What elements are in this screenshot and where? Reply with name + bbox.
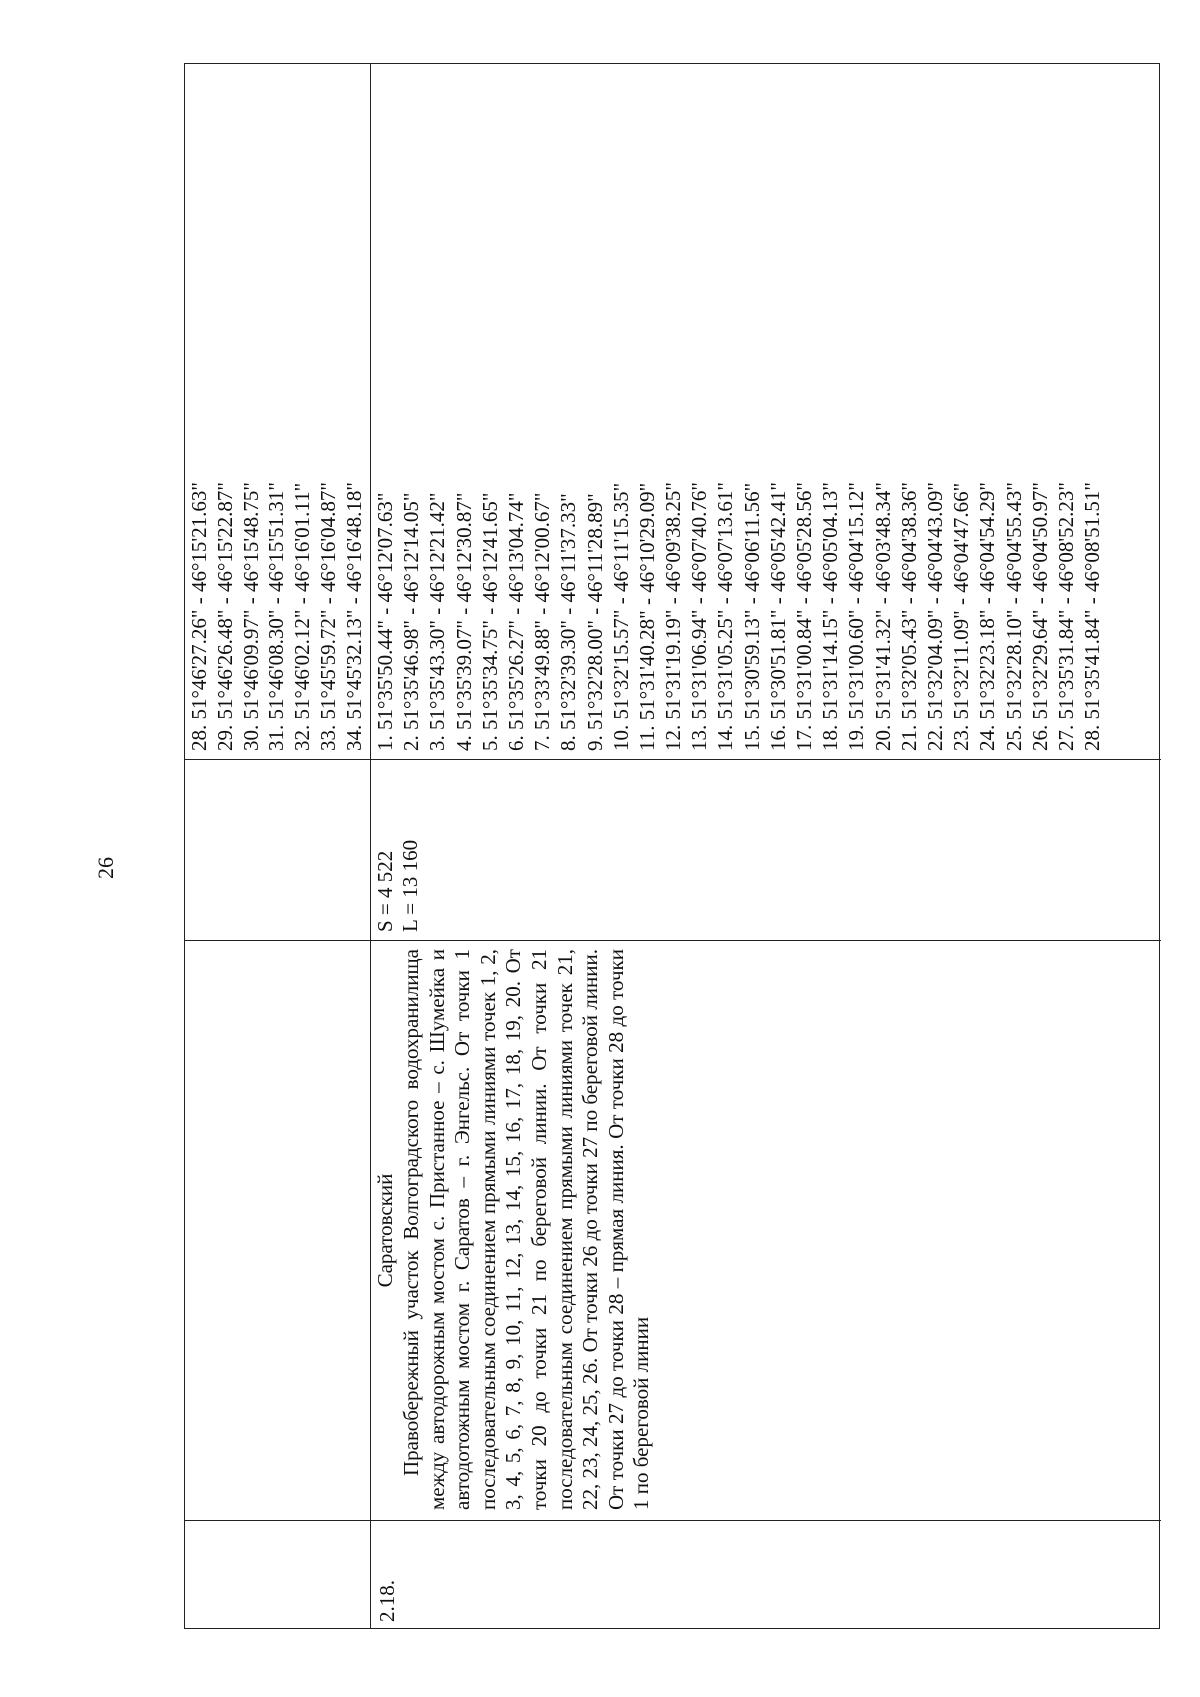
coordinate-item: 21. 51°32'05.43" - 46°04'38.36" bbox=[896, 481, 921, 751]
coordinate-item: 7. 51°33'49.88" - 46°12'00.67" bbox=[530, 492, 555, 751]
area-description: Правобережный участок Волгоградского водохранилища между автодорожным мостом с. Пристанное – с. Шумейка и автодотожным мостом г. Саратов – г. Энгельс. От точки 1 последовательным соединением прямыми линиями точек 1, 2, 3, 4, 5, 6, 7, 8, 9, 10, 11, 12, 13, 14, 15, 16, 17, 18, 19, 20. От точки 20 до точки 21 по береговой линии. От точки 21 последовательным соединением прямыми линиями точек 21, 22, 23, 24, 25, 26. От точки 26 до точки 27 по береговой линии. От точки 27 до точки 28 – прямая линия. От точки 28 до точки 1 по береговой линии bbox=[399, 949, 654, 1510]
coordinate-item: 15. 51°30'59.13" - 46°06'11.56" bbox=[739, 482, 764, 751]
area-values bbox=[373, 840, 423, 932]
coordinate-item: 33. 51°45'59.72" - 46°16'04.87" bbox=[315, 481, 340, 751]
coordinate-list-current bbox=[372, 482, 1105, 751]
cell-number bbox=[371, 1520, 1161, 1628]
coordinate-item: 28. 51°35'41.84" - 46°08'51.51" bbox=[1080, 481, 1105, 751]
coordinate-item: 1. 51°35'50.44" - 46°12'07.63" bbox=[373, 492, 397, 751]
coordinate-item: 4. 51°35'39.07" - 46°12'30.87" bbox=[451, 492, 476, 751]
cell-coordinates bbox=[371, 62, 1161, 759]
coordinate-item: 12. 51°31'19.19" - 46°09'38.25" bbox=[661, 481, 686, 751]
coordinate-item: 2. 51°35'46.98" - 46°12'14.05" bbox=[399, 492, 424, 751]
cell-description bbox=[371, 940, 1161, 1520]
coordinate-item: 9. 51°32'28.00" - 46°11'28.89" bbox=[582, 493, 607, 751]
coordinate-item: 25. 51°32'28.10" - 46°04'55.43" bbox=[1001, 481, 1026, 751]
coordinate-item: 20. 51°31'41.32" - 46°03'48.34" bbox=[870, 481, 895, 751]
region-name: Саратовский bbox=[373, 1173, 397, 1288]
coordinate-item: 18. 51°31'14.15" - 46°05'04.13" bbox=[818, 481, 843, 751]
cell-coordinates bbox=[185, 62, 370, 759]
cell-area bbox=[185, 759, 370, 940]
coordinate-item: 19. 51°31'00.60" - 46°04'15.12" bbox=[844, 481, 869, 751]
page-number: 26 bbox=[93, 857, 118, 879]
row-number: 2.18. bbox=[375, 1580, 399, 1622]
coordinate-item: 5. 51°35'34.75" - 46°12'41.65" bbox=[477, 492, 502, 751]
cell-area bbox=[371, 759, 1161, 940]
coordinate-item: 30. 51°46'09.97" - 46°15'48.75" bbox=[238, 481, 263, 751]
coordinate-item: 8. 51°32'39.30" - 46°11'37.33" bbox=[556, 493, 581, 751]
length-l: L = 13 160 bbox=[398, 839, 422, 932]
coordinate-item: 26. 51°32'29.64" - 46°04'50.97" bbox=[1027, 481, 1052, 751]
coordinate-item: 29. 51°46'26.48" - 46°15'22.87" bbox=[212, 481, 237, 751]
rotated-sheet bbox=[184, 63, 1160, 1629]
coordinate-item: 14. 51°31'05.25" - 46°07'13.61" bbox=[713, 481, 738, 751]
coordinate-item: 17. 51°31'00.84" - 46°05'28.56" bbox=[792, 481, 816, 751]
coordinate-item: 13. 51°31'06.94" - 46°07'40.76" bbox=[687, 481, 712, 751]
coordinate-item: 10. 51°32'15.57" - 46°11'15.35" bbox=[608, 482, 633, 751]
coordinate-item: 32. 51°46'02.12" - 46°16'01.11" bbox=[290, 482, 315, 751]
coordinate-item: 16. 51°30'51.81" - 46°05'42.41" bbox=[765, 481, 790, 751]
table-row-2-18 bbox=[371, 64, 1161, 1628]
cell-number bbox=[185, 1520, 370, 1628]
cell-description bbox=[185, 940, 370, 1520]
coordinate-item: 22. 51°32'04.09" - 46°04'43.09" bbox=[922, 481, 947, 751]
coordinate-item: 28. 51°46'27.26" - 46°15'21.63" bbox=[187, 481, 211, 751]
coordinate-item: 6. 51°35'26.27" - 46°13'04.74" bbox=[503, 492, 528, 751]
coordinate-item: 3. 51°35'43.30" - 46°12'21.42" bbox=[425, 492, 450, 751]
coordinate-item: 27. 51°35'31.84" - 46°08'52.23" bbox=[1053, 481, 1078, 751]
coordinate-item: 24. 51°32'23.18" - 46°04'54.29" bbox=[975, 481, 1000, 751]
coordinate-item: 34. 51°45'32.13" - 46°16'48.18" bbox=[341, 481, 366, 751]
area-s: S = 4 522 bbox=[373, 850, 397, 932]
coordinate-item: 31. 51°46'08.30" - 46°15'51.31" bbox=[264, 481, 289, 751]
table-row-previous bbox=[185, 64, 371, 1628]
coordinate-item: 23. 51°32'11.09" - 46°04'47.66" bbox=[949, 482, 974, 751]
coordinate-list-previous bbox=[187, 482, 368, 751]
coordinate-item: 11. 51°31'40.28" - 46°10'29.09" bbox=[634, 482, 659, 751]
coordinates-table bbox=[184, 63, 1160, 1629]
